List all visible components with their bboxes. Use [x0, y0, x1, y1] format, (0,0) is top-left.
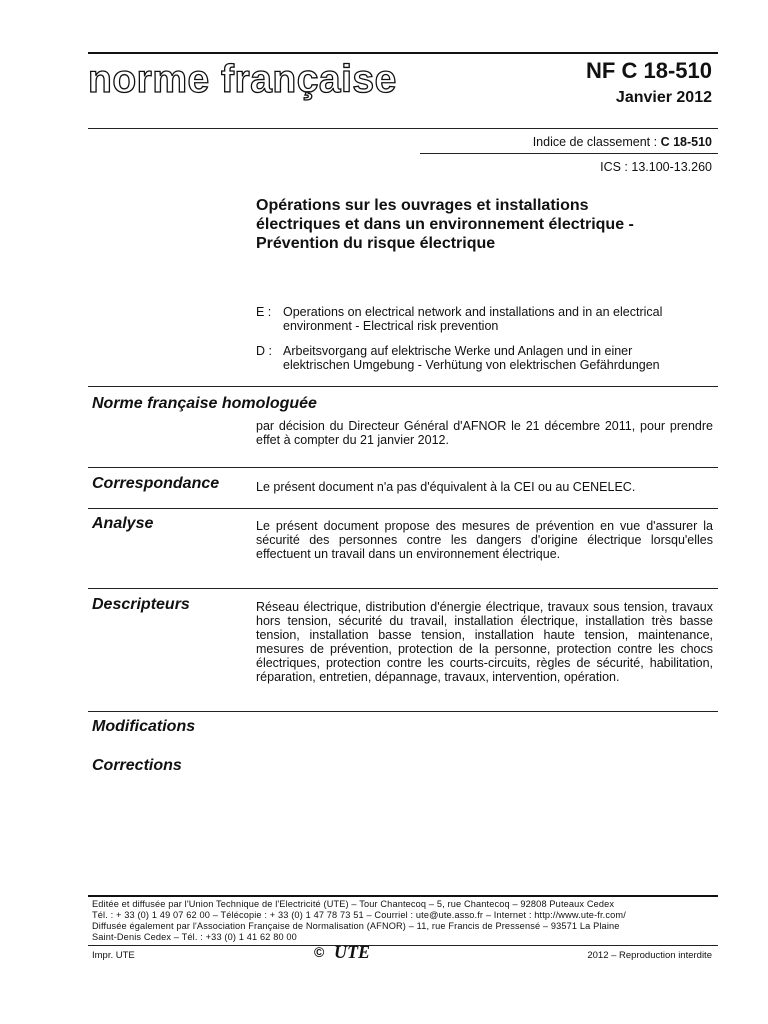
- title-line-3: Prévention du risque électrique: [256, 235, 496, 252]
- corrections-label: Corrections: [92, 757, 182, 774]
- indice-value: C 18-510: [660, 135, 712, 149]
- descripteurs-label: Descripteurs: [92, 596, 190, 613]
- section-rule: [88, 386, 718, 387]
- correspondance-text: Le présent document n'a pas d'équivalent à la CEI ou au CENELEC.: [256, 480, 636, 494]
- indice-rule: [420, 153, 718, 154]
- publisher-info: [92, 899, 714, 943]
- translation-english: [256, 305, 718, 333]
- ics-code: ICS : 13.100-13.260: [600, 160, 712, 174]
- copyright-icon: ©: [314, 944, 325, 960]
- publisher-line-2: Tél. : + 33 (0) 1 49 07 62 00 – Télécopie : + 33 (0) 1 47 78 73 51 – Courriel : ute@ute.asso.fr – Internet : http://www.ute-fr.com/: [92, 910, 626, 920]
- analyse-text: Le présent document propose des mesures de prévention en vue d'assurer la sécurité des personnes contre les dangers d'origine électrique lorsqu'elles effectuent un travail dans un environnement électrique.: [256, 519, 713, 561]
- publisher-line-4: Saint-Denis Cedex – Tél. : +33 (0) 1 41 62 80 00: [92, 932, 297, 942]
- section-rule: [88, 467, 718, 468]
- section-rule: [88, 588, 718, 589]
- publisher-line-3: Diffusée également par l'Association Française de Normalisation (AFNOR) – 11, rue Francis de Pressensé – 93571 La Plaine: [92, 921, 620, 931]
- translation-german: [256, 344, 718, 372]
- descripteurs-text: Réseau électrique, distribution d'énergie électrique, travaux sous tension, travaux hors tension, sécurité du travail, installation électrique, installation très basse tension, installation basse tension, installation haute tension, maintenance, mesures de prévention, protection de la personne, protection contre les chocs électriques, protection contre les courts-circuits, règles de sécurité, habilitation, réparation, entretien, dépannage, travaux, intervention, opération.: [256, 600, 713, 684]
- standard-reference: NF C 18-510: [586, 58, 712, 83]
- homologuee-label: Norme française homologuée: [92, 395, 317, 412]
- document-title: [256, 196, 718, 253]
- translation-code: D :: [256, 344, 272, 358]
- publisher-line-1: Editée et diffusée par l'Union Technique de l'Electricité (UTE) – Tour Chantecoq – 5, rue Chantecoq – 92808 Puteaux Cedex: [92, 899, 615, 909]
- translation-line: elektrischen Umgebung - Verhütung von elektrischen Gefährdungen: [283, 358, 660, 372]
- analyse-label: Analyse: [92, 515, 154, 532]
- translation-code: E :: [256, 305, 272, 319]
- reproduction-notice: 2012 – Reproduction interdite: [587, 950, 712, 961]
- ute-logo: UTE: [334, 942, 370, 962]
- homologuee-text: par décision du Directeur Général d'AFNOR le 21 décembre 2011, pour prendre effet à compter du 21 janvier 2012.: [256, 419, 713, 447]
- footer-rule: [88, 895, 718, 897]
- indice-label: Indice de classement :: [532, 135, 658, 149]
- correspondance-label: Correspondance: [92, 475, 220, 492]
- translation-line: environment - Electrical risk prevention: [283, 319, 499, 333]
- indice-classement: [533, 135, 712, 149]
- header-rule: [88, 128, 718, 129]
- section-rule: [88, 508, 718, 509]
- modifications-label: Modifications: [92, 718, 196, 735]
- norme-francaise-brand: norme française: [88, 58, 397, 101]
- title-line-1: Opérations sur les ouvrages et installations: [256, 197, 589, 214]
- translation-line: Arbeitsvorgang auf elektrische Werke und Anlagen und in einer: [283, 344, 633, 358]
- printer-note: Impr. UTE: [92, 950, 135, 961]
- section-rule: [88, 711, 718, 712]
- title-line-2: électriques et dans un environnement électrique -: [256, 216, 634, 233]
- footer-bottom-rule: [88, 945, 718, 946]
- publication-date: Janvier 2012: [615, 89, 712, 106]
- top-rule: [88, 52, 718, 54]
- translation-line: Operations on electrical network and installations and in an electrical: [283, 305, 663, 319]
